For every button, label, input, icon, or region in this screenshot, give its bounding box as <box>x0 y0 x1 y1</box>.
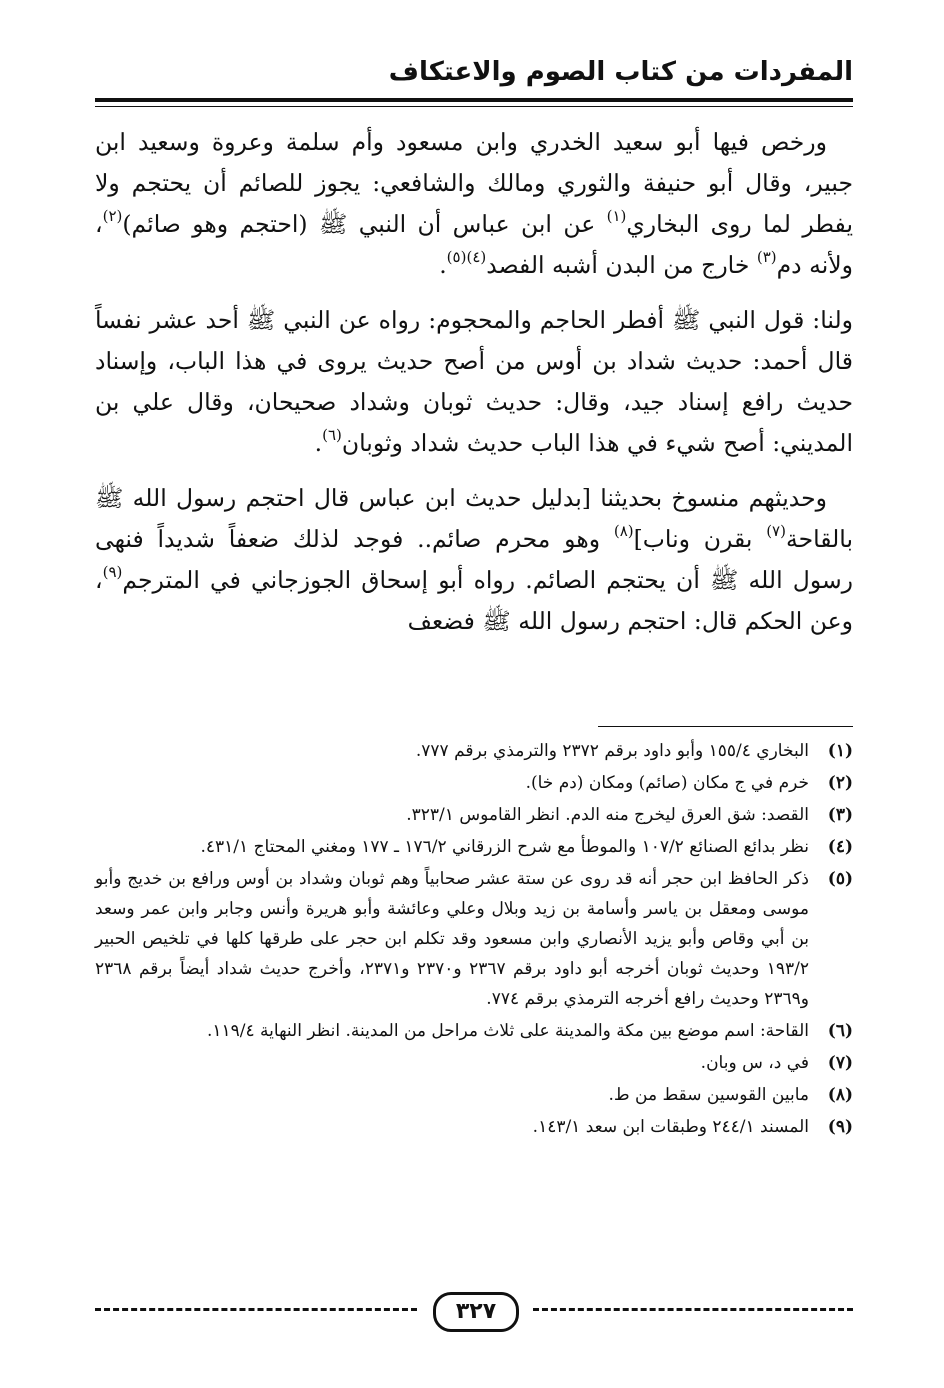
footnote-number: (١) <box>827 741 853 761</box>
footnote-text: مابين القوسين سقط من ط. <box>608 1085 809 1105</box>
footnote-item <box>95 864 853 1014</box>
running-header-title: المفردات من كتاب الصوم والاعتكاف <box>388 57 853 87</box>
page-number-badge: ٣٢٧ <box>433 1292 519 1332</box>
footnote-text: القصد: شق العرق ليخرج منه الدم. انظر القاموس ٣٢٣/١. <box>406 805 809 825</box>
paragraph-text: بقرن وناب] <box>633 525 767 553</box>
footer-dashed-rule <box>533 1308 853 1311</box>
paragraph-text: ورخص فيها أبو سعيد الخدري وابن مسعود وأم سلمة وعروة وسعيد ابن جبير، وقال أبو حنيفة والثوري ومالك والشافعي: يجوز للصائم أن يحتجم ولا يفطر لما روى البخاري <box>95 128 853 238</box>
header-rule-thin <box>95 106 853 107</box>
footnote-item <box>95 1080 853 1110</box>
paragraph <box>95 478 853 642</box>
footnote-number: (٣) <box>827 805 853 825</box>
footnote-number: (٨) <box>827 1085 853 1105</box>
book-page <box>95 40 853 1340</box>
footnote-text: المسند ٢٤٤/١ وطبقات ابن سعد ١٤٣/١. <box>532 1117 809 1137</box>
footer-dashed-rule <box>95 1308 417 1311</box>
footnote-number: (٥) <box>827 869 853 889</box>
paragraph-text: وحديثهم منسوخ بحديثنا [بدليل حديث ابن عباس قال احتجم رسول الله ﷺ بالقاحة <box>95 484 854 553</box>
footnote-text: البخاري ١٥٥/٤ وأبو داود برقم ٢٣٧٢ والترمذي برقم ٧٧٧. <box>415 741 809 761</box>
footnote-text: نظر بدائع الصنائع ١٠٧/٢ والموطأ مع شرح الزرقاني ١٧٦/٢ ـ ١٧٧ ومغني المحتاج ٤٣١/١. <box>200 837 809 857</box>
paragraph-text: عن ابن عباس أن النبي ﷺ (احتجم وهو صائم) <box>122 210 607 238</box>
footnote-number: (٢) <box>827 773 853 793</box>
footnote-separator <box>598 726 853 727</box>
footnote-ref: (٩) <box>102 563 123 581</box>
page-footer <box>95 1288 853 1332</box>
footnote-number: (٩) <box>827 1117 853 1137</box>
paragraph-text: وهو محرم صائم.. فوجد لذلك ضعفاً شديداً فنهى رسول الله ﷺ أن يحتجم الصائم. رواه أبو إسحاق الجوزجاني في المترجم <box>95 525 853 594</box>
footnote-number: (٤) <box>827 837 853 857</box>
footnote-ref: (٣) <box>756 248 777 266</box>
footnote-item <box>95 800 853 830</box>
footnote-text: القاحة: اسم موضع بين مكة والمدينة على ثلاث مراحل من المدينة. انظر النهاية ١١٩/٤. <box>206 1021 809 1041</box>
paragraph-text: ولنا: قول النبي ﷺ أفطر الحاجم والمحجوم: رواه عن النبي ﷺ أحد عشر نفساً قال أحمد: حديث شداد بن أوس من أصح حديث يروى في هذا الباب، وإسناد حديث رافع إسناد جيد، وقال: حديث ثوبان وشداد صحيحان، وقال علي بن المديني: أصح شيء في هذا الباب حديث شداد وثوبان <box>95 306 853 457</box>
footnote-text: في د، س وبان. <box>700 1053 809 1073</box>
paragraph-text: . <box>314 429 323 457</box>
footnote-item <box>95 1048 853 1078</box>
paragraph <box>95 122 853 286</box>
paragraph <box>95 300 853 464</box>
footnotes-list <box>95 736 853 1144</box>
footnote-item <box>95 736 853 766</box>
footnote-number: (٦) <box>827 1021 853 1041</box>
footnote-text: خرم في ج مكان (صائم) ومكان (دم خا). <box>525 773 809 793</box>
footnote-ref: (٦) <box>322 426 342 444</box>
footnote-ref: (٢) <box>102 207 123 225</box>
footnote-ref: (١) <box>606 207 627 225</box>
footnote-item <box>95 768 853 798</box>
paragraph-text: . <box>439 251 447 279</box>
header-rule-thick <box>95 98 853 102</box>
paragraph-text: ، ولأنه دم <box>95 210 853 279</box>
footnote-ref: (٨) <box>613 522 634 540</box>
main-text <box>95 122 853 656</box>
footnote-ref: (٤)(٥) <box>446 248 487 266</box>
footnote-item <box>95 832 853 862</box>
footnote-item <box>95 1112 853 1142</box>
paragraph-text: ، وعن الحكم قال: احتجم رسول الله ﷺ فضعف <box>95 566 853 635</box>
footnote-item <box>95 1016 853 1046</box>
footnote-ref: (٧) <box>766 522 786 540</box>
footnote-text: ذكر الحافظ ابن حجر أنه قد روى عن ستة عشر صحابياً وهم ثوبان وشداد بن أوس ورافع بن خديج وأبو موسى ومعقل بن ياسر وأسامة بن زيد وبلال وعلي وعائشة وأبو هريرة وأنس وجابر وابن عمر وسعد بن أبي وقاص وأبو يزيد الأنصاري وابن مسعود وقد تكلم ابن حجر على طرقها كلها في تلخيص الحبير ١٩٣/٢ وحديث ثوبان أخرجه أبو داود برقم ٢٣٦٧ و٢٣٧٠ و٢٣٧١، وأخرج حديث شداد أيضاً برقم ٢٣٦٨ و٢٣٦٩ وحديث رافع أخرجه الترمذي برقم ٧٧٤. <box>95 869 809 1009</box>
paragraph-text: خارج من البدن أشبه الفصد <box>486 251 757 279</box>
footnote-number: (٧) <box>827 1053 853 1073</box>
